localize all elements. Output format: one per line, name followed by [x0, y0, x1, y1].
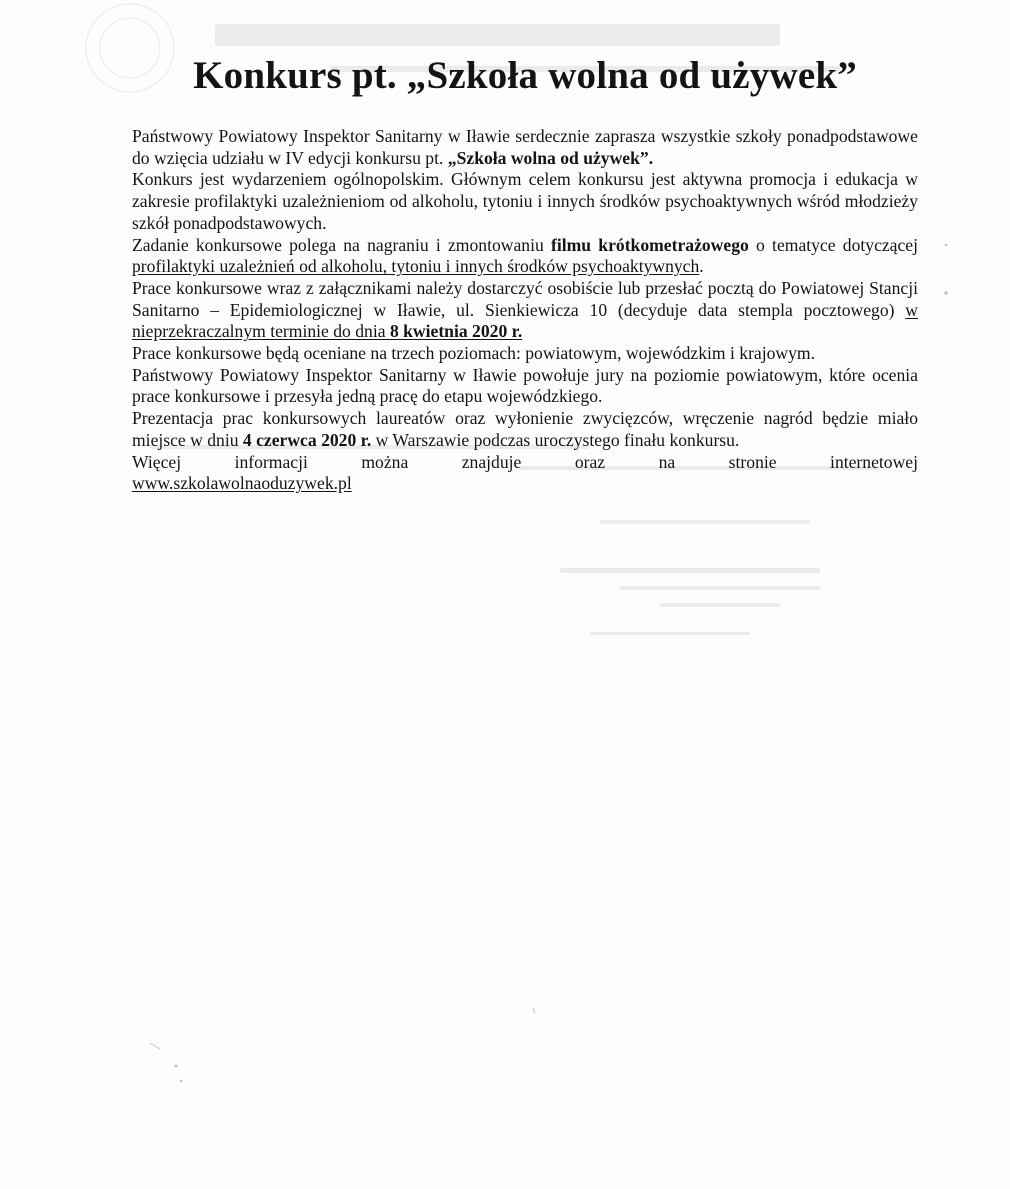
- submission-text: Prace konkursowe wraz z załącznikami należy dostarczyć osobiście lub przesłać pocztą do Powiatowej Stancji Sanitarno – Epidemiologicznej w Iławie, ul. Sienkiewicza 10 (decyduje data stempla pocztowego): [132, 277, 918, 320]
- speck: [945, 244, 947, 246]
- finale-place: w Warszawie podczas uroczystego finału konkursu.: [371, 429, 740, 450]
- ghost-line: [660, 603, 780, 607]
- ghost-line: [590, 632, 750, 635]
- submission-deadline-text: w nieprzekraczalnym terminie do dnia: [132, 299, 918, 342]
- task-theme: profilaktyki uzależnień od alkoholu, tytoniu i innych środków psychoaktywnych: [132, 256, 700, 277]
- website-link[interactable]: www.szkolawolnaoduzywek.pl: [132, 473, 352, 494]
- paragraph-jury: Państwowy Powiatowy Inspektor Sanitarny w Iławie powołuje jury na poziomie powiatowym, które ocenia prace konkursowe i przesyła jedną pracę do etapu wojewódzkiego.: [132, 364, 918, 407]
- film-type: filmu krótkometrażowego: [551, 234, 749, 255]
- contest-name: „Szkoła wolna od używek”.: [447, 147, 654, 168]
- paragraph-invitation: [132, 126, 918, 169]
- task-text: Zadanie konkursowe polega na nagraniu i zmontowaniu: [132, 234, 551, 255]
- finale-date: 4 czerwca 2020 r.: [242, 429, 372, 450]
- paragraph-contest-goal: Konkurs jest wydarzeniem ogólnopolskim. Głównym celem konkursu jest aktywna promocja i edukacja w zakresie profilaktyki uzależnieniom od alkoholu, tytoniu i innych środków psychoaktywnych wśród młodzieży szkół ponadpodstawowych.: [132, 169, 918, 233]
- paragraph-submission: [132, 278, 918, 343]
- document-title: Konkurs pt. „Szkoła wolna od używek”: [193, 54, 857, 97]
- speck: [180, 1080, 182, 1082]
- speck: [150, 1043, 160, 1049]
- paragraph-website: [132, 473, 918, 495]
- ghost-letterhead-line: [215, 24, 780, 46]
- ghost-line: [600, 520, 810, 524]
- speck: [175, 1065, 177, 1067]
- document-body: [132, 126, 918, 495]
- ghost-line: [620, 586, 820, 590]
- paragraph-contest-task: [132, 235, 918, 278]
- speck: [945, 292, 947, 294]
- submission-deadline-date: 8 kwietnia 2020 r.: [389, 321, 523, 342]
- task-period: .: [699, 256, 704, 277]
- paragraph-finale: [132, 408, 918, 451]
- speck: [533, 1008, 535, 1013]
- finale-text: Prezentacja prac konkursowych laureatów oraz wyłonienie zwycięzców, wręczenie nagród będzie miało miejsce w dniu: [132, 408, 918, 450]
- task-theme-text: o tematyce dotyczącej: [748, 234, 918, 255]
- invitation-text: Państwowy Powiatowy Inspektor Sanitarny w Iławie serdecznie zaprasza wszystkie szkoły ponadpodstawowe do wzięcia udziału w IV edycji konkursu pt.: [132, 126, 918, 168]
- paragraph-more-info: Więcej informacji można znajduje oraz na stronie internetowej: [132, 451, 918, 472]
- paragraph-evaluation-levels: Prace konkursowe będą oceniane na trzech poziomach: powiatowym, wojewódzkim i krajowym.: [132, 343, 816, 364]
- ghost-line: [560, 568, 820, 573]
